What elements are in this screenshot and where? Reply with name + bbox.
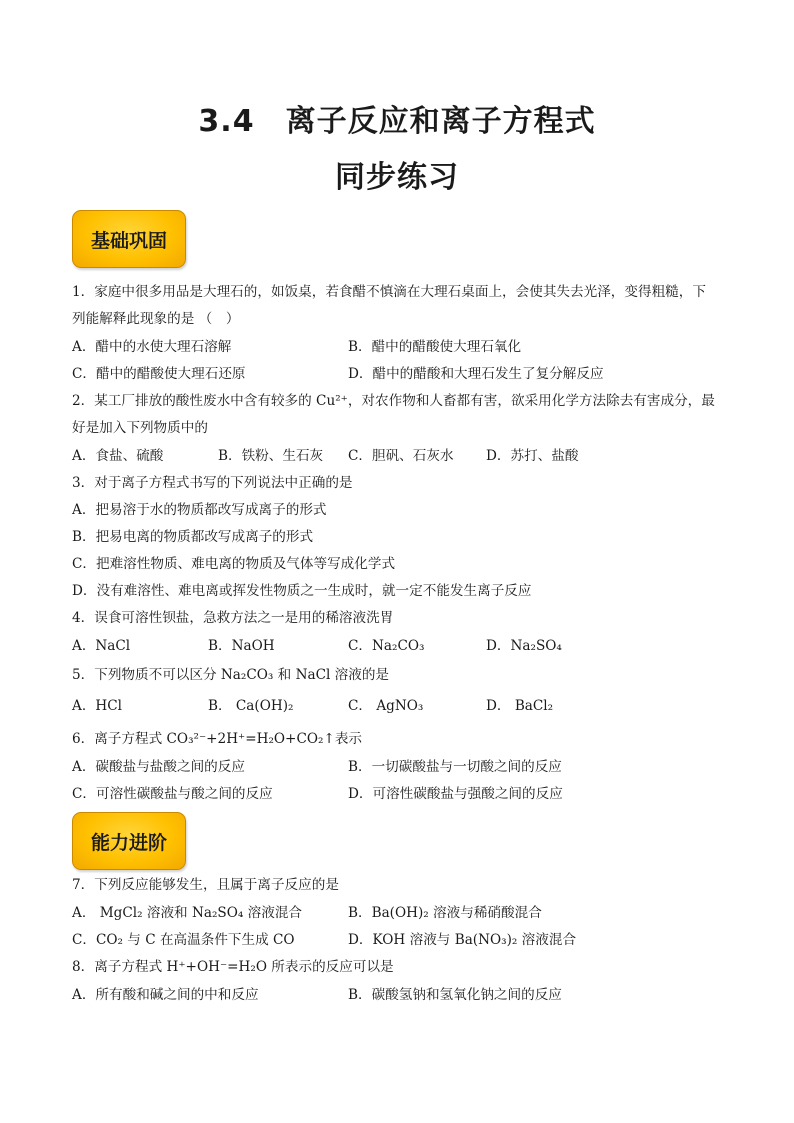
q7-option-c: C．CO₂ 与 C 在高温条件下生成 CO (72, 932, 295, 948)
q6-option-c: C．可溶性碳酸盐与酸之间的反应 (72, 786, 273, 802)
q8-option-a: A．所有酸和碱之间的中和反应 (72, 987, 259, 1003)
q1-option-d: D．醋中的醋酸和大理石发生了复分解反应 (348, 366, 604, 382)
q6-option-b: B．一切碳酸盐与一切酸之间的反应 (348, 759, 562, 775)
q3-option-d: D．没有难溶性、难电离或挥发性物质之一生成时，就一定不能发生离子反应 (72, 583, 532, 599)
q2-stem-line2: 好是加入下列物质中的 (72, 420, 208, 436)
q4-option-d: D．Na₂SO₄ (486, 638, 562, 654)
section-badge-advanced: 能力进阶 (72, 812, 186, 870)
page-subtitle: 同步练习 (335, 160, 459, 195)
q7-option-d: D．KOH 溶液与 Ba(NO₃)₂ 溶液混合 (348, 932, 577, 948)
q7-option-a: A． MgCl₂ 溶液和 Na₂SO₄ 溶液混合 (72, 905, 303, 921)
q2-option-c: C．胆矾、石灰水 (348, 448, 454, 464)
q5-option-c: C． AgNO₃ (348, 698, 424, 714)
q4-stem: 4．误食可溶性钡盐，急救方法之一是用的稀溶液洗胃 (72, 610, 394, 626)
q1-option-b: B．醋中的醋酸使大理石氧化 (348, 339, 522, 355)
q7-option-b: B．Ba(OH)₂ 溶液与稀硝酸混合 (348, 905, 542, 921)
q3-option-a: A．把易溶于水的物质都改写成离子的形式 (72, 502, 327, 518)
q8-option-b: B．碳酸氢钠和氢氧化钠之间的反应 (348, 987, 562, 1003)
q1-stem-line1: 1．家庭中很多用品是大理石的，如饭桌，若食醋不慎滴在大理石桌面上，会使其失去光泽，变得粗糙，下 (72, 284, 706, 300)
q5-stem: 5．下列物质不可以区分 Na₂CO₃ 和 NaCl 溶液的是 (72, 667, 390, 683)
q2-option-a: A．食盐、硫酸 (72, 448, 164, 464)
q4-option-b: B．NaOH (208, 638, 275, 654)
section-badge-basic: 基础巩固 (72, 210, 186, 268)
page-title: 3.4 离子反应和离子方程式 (198, 104, 596, 139)
q1-stem-line2: 列能解释此现象的是 （ ） (72, 311, 240, 327)
q4-option-a: A．NaCl (72, 638, 131, 654)
q2-option-d: D．苏打、盐酸 (486, 448, 579, 464)
q3-option-b: B．把易电离的物质都改写成离子的形式 (72, 529, 314, 545)
q3-stem: 3．对于离子方程式书写的下列说法中正确的是 (72, 475, 353, 491)
q4-option-c: C．Na₂CO₃ (348, 638, 425, 654)
q2-option-b: B．铁粉、生石灰 (218, 448, 324, 464)
q8-stem: 8．离子方程式 H⁺+OH⁻=H₂O 所表示的反应可以是 (72, 959, 394, 975)
q1-option-a: A．醋中的水使大理石溶解 (72, 339, 232, 355)
q2-stem-line1: 2．某工厂排放的酸性废水中含有较多的 Cu²⁺，对农作物和人畜都有害，欲采用化学方法除去有害成分，最 (72, 393, 715, 409)
q5-option-b: B． Ca(OH)₂ (208, 698, 294, 714)
q1-option-c: C．醋中的醋酸使大理石还原 (72, 366, 246, 382)
q6-stem: 6．离子方程式 CO₃²⁻+2H⁺=H₂O+CO₂↑表示 (72, 731, 363, 747)
q7-stem: 7．下列反应能够发生，且属于离子反应的是 (72, 877, 339, 893)
q6-option-d: D．可溶性碳酸盐与强酸之间的反应 (348, 786, 563, 802)
q5-option-d: D． BaCl₂ (486, 698, 554, 714)
q6-option-a: A．碳酸盐与盐酸之间的反应 (72, 759, 245, 775)
q5-option-a: A．HCl (72, 698, 123, 714)
q3-option-c: C．把难溶性物质、难电离的物质及气体等写成化学式 (72, 556, 396, 572)
